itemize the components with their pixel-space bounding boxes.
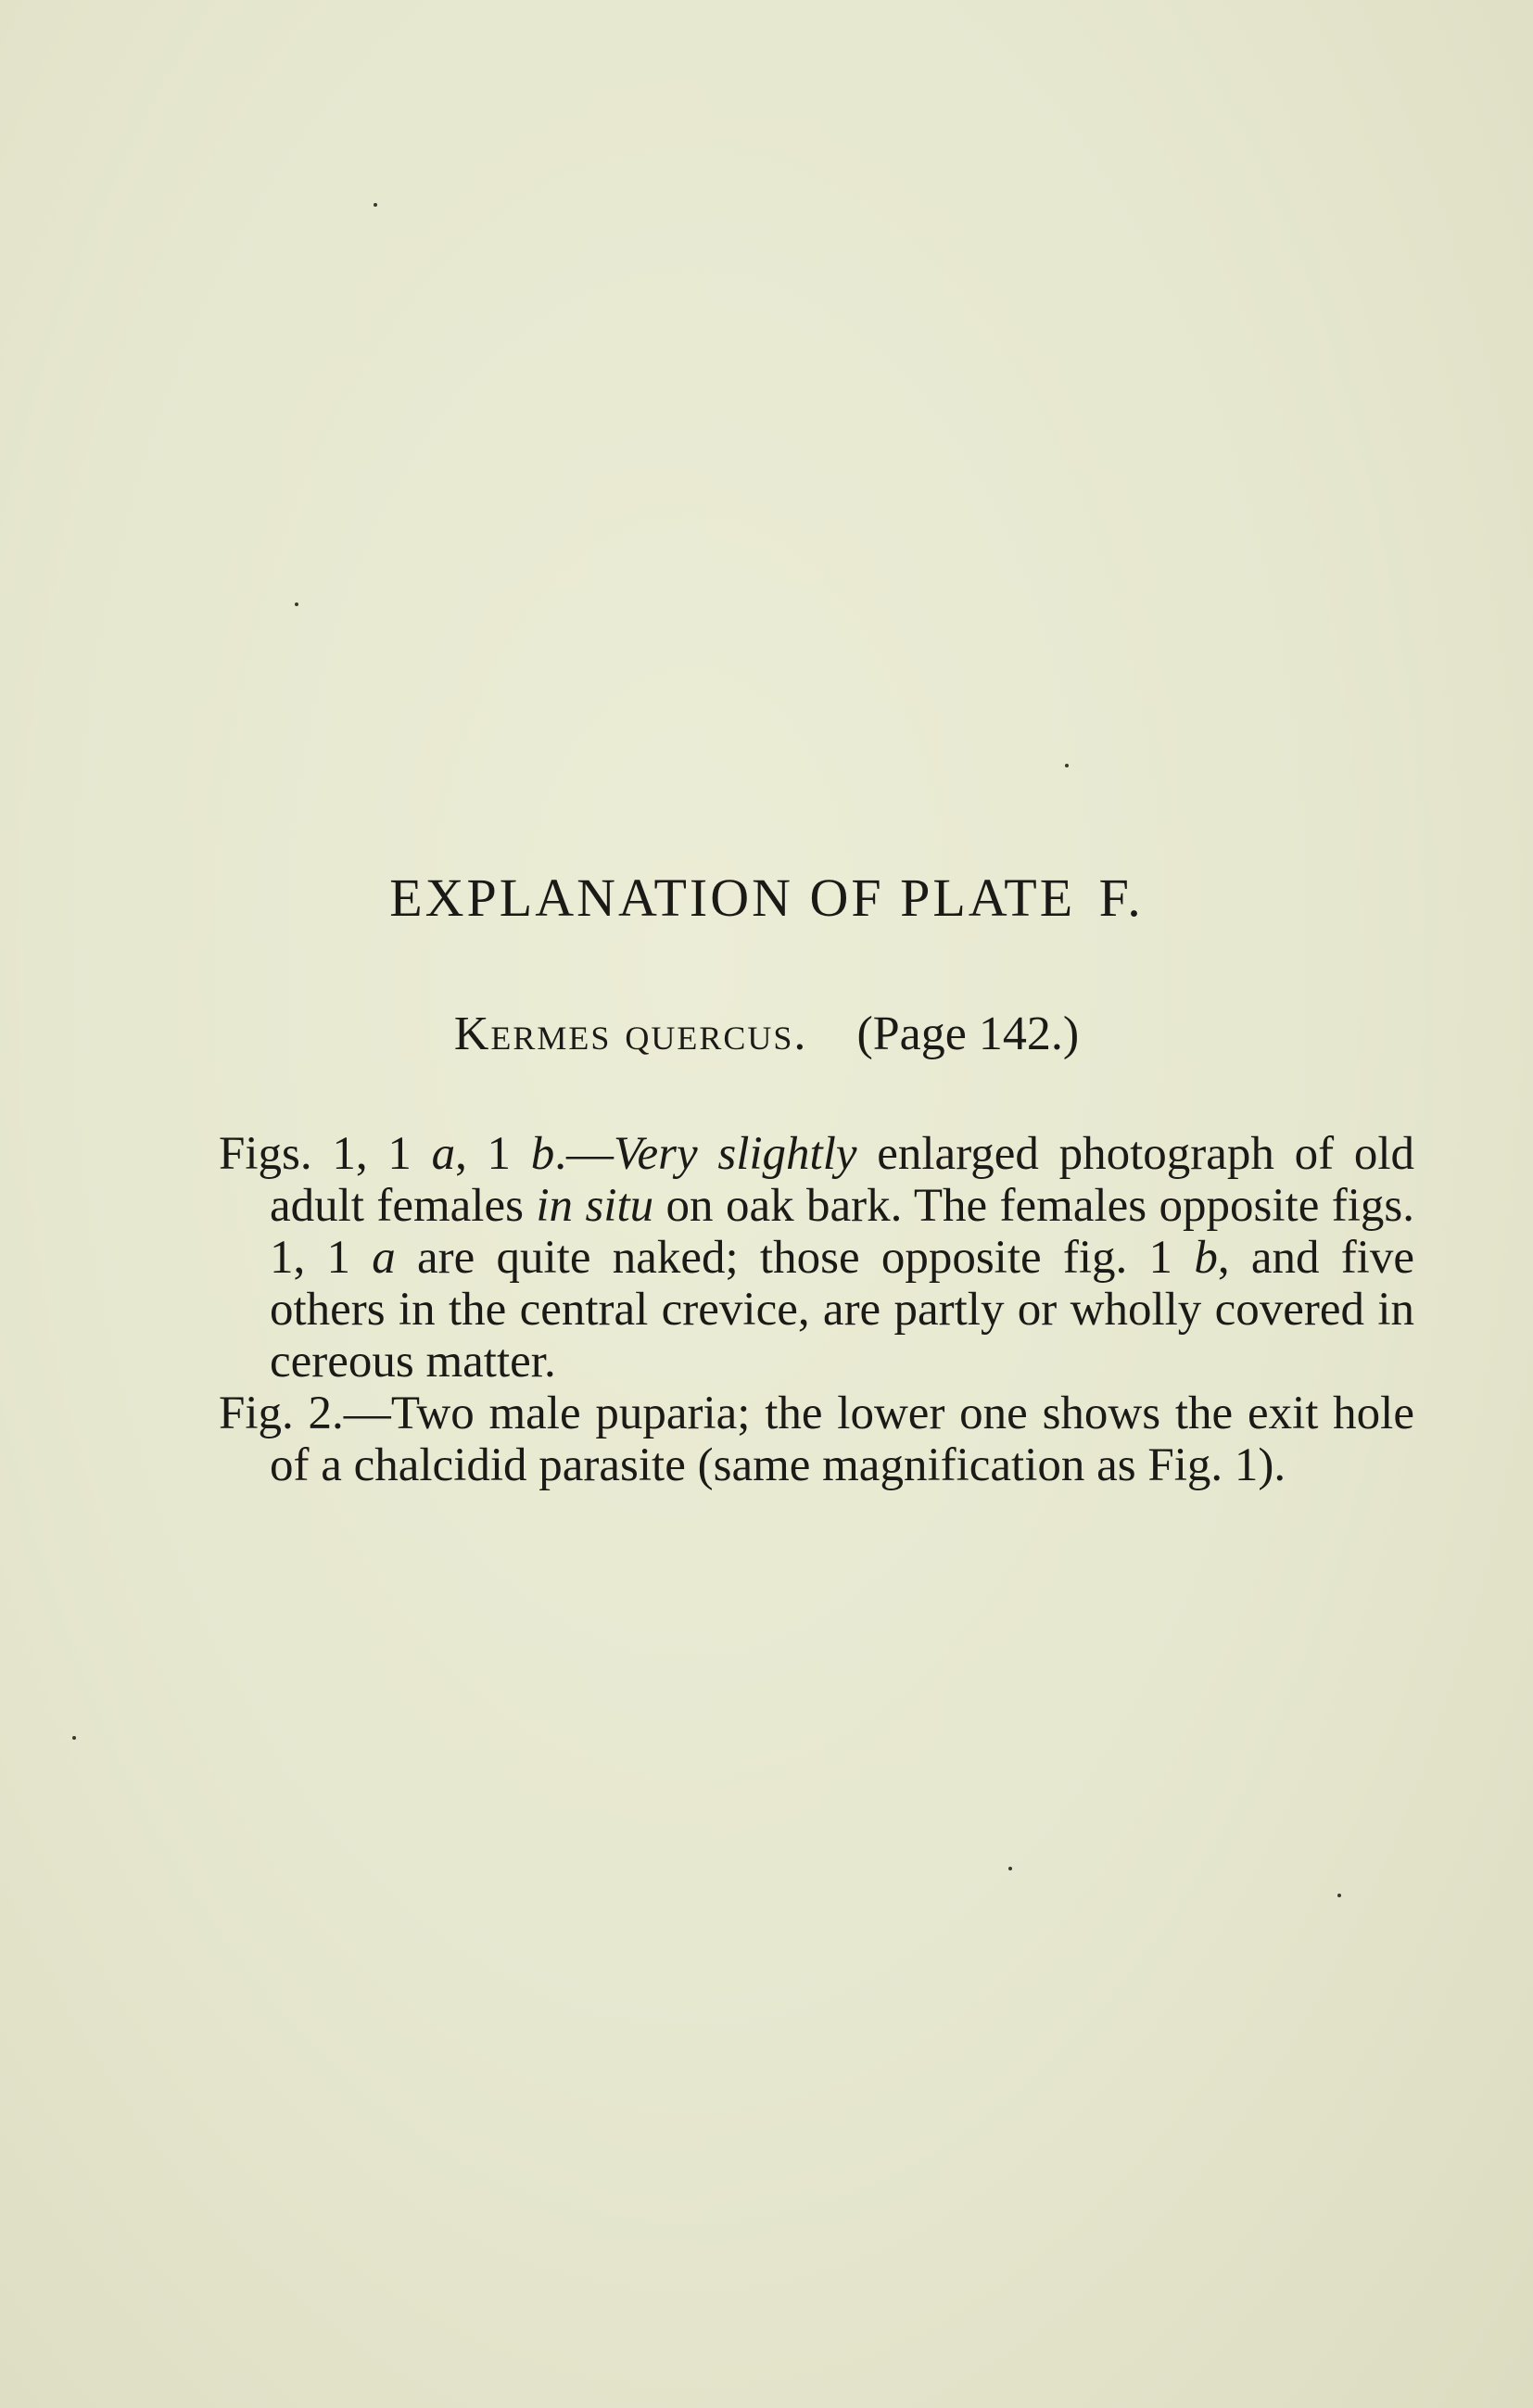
entry-label: Figs. 1, 1 — [219, 1128, 432, 1180]
entry-italic-text: a — [372, 1232, 396, 1284]
paper-speck — [1337, 1894, 1341, 1897]
plate-subtitle — [0, 1010, 1533, 1058]
entry-text: on oak bark. The females opposite figs. 1, 1 — [270, 1180, 1414, 1284]
species-name: Kermes quercus. — [453, 1008, 808, 1060]
figure-explanations — [219, 1128, 1414, 1491]
entry-text: enlarged photograph of old adult females — [270, 1128, 1415, 1232]
heading-plate-letter: F. — [1098, 868, 1144, 928]
paper-speck — [1008, 1867, 1012, 1870]
entry-text: , and five others in the central crevice, are partly or wholly covered in cereous matter. — [270, 1232, 1414, 1388]
paper-speck — [295, 602, 298, 606]
plate-heading — [0, 868, 1533, 928]
entry-dash: .— — [554, 1128, 614, 1180]
entry-italic-text: Very slightly — [614, 1128, 857, 1180]
paper-speck — [1065, 764, 1069, 767]
entry-italic-text: in situ — [536, 1180, 654, 1232]
figure-entry-1 — [219, 1128, 1414, 1388]
entry-text: Two male puparia; the lower one shows the exit hole of a chalcidid parasite (same magnification as Fig. 1). — [270, 1388, 1414, 1491]
entry-italic-text: b — [1194, 1232, 1218, 1284]
entry-label-b: b — [530, 1128, 555, 1180]
entry-text: are quite naked; those opposite fig. 1 — [395, 1232, 1195, 1284]
heading-text: EXPLANATION OF PLATE — [389, 868, 1076, 928]
entry-label-mid: , 1 — [455, 1128, 531, 1180]
paper-speck — [72, 1736, 76, 1740]
entry-label-a: a — [431, 1128, 456, 1180]
paper-speck — [374, 203, 377, 207]
figure-entry-2 — [219, 1388, 1414, 1491]
page-reference: (Page 142.) — [856, 1008, 1080, 1060]
entry-label: Fig. 2.— — [219, 1388, 391, 1439]
